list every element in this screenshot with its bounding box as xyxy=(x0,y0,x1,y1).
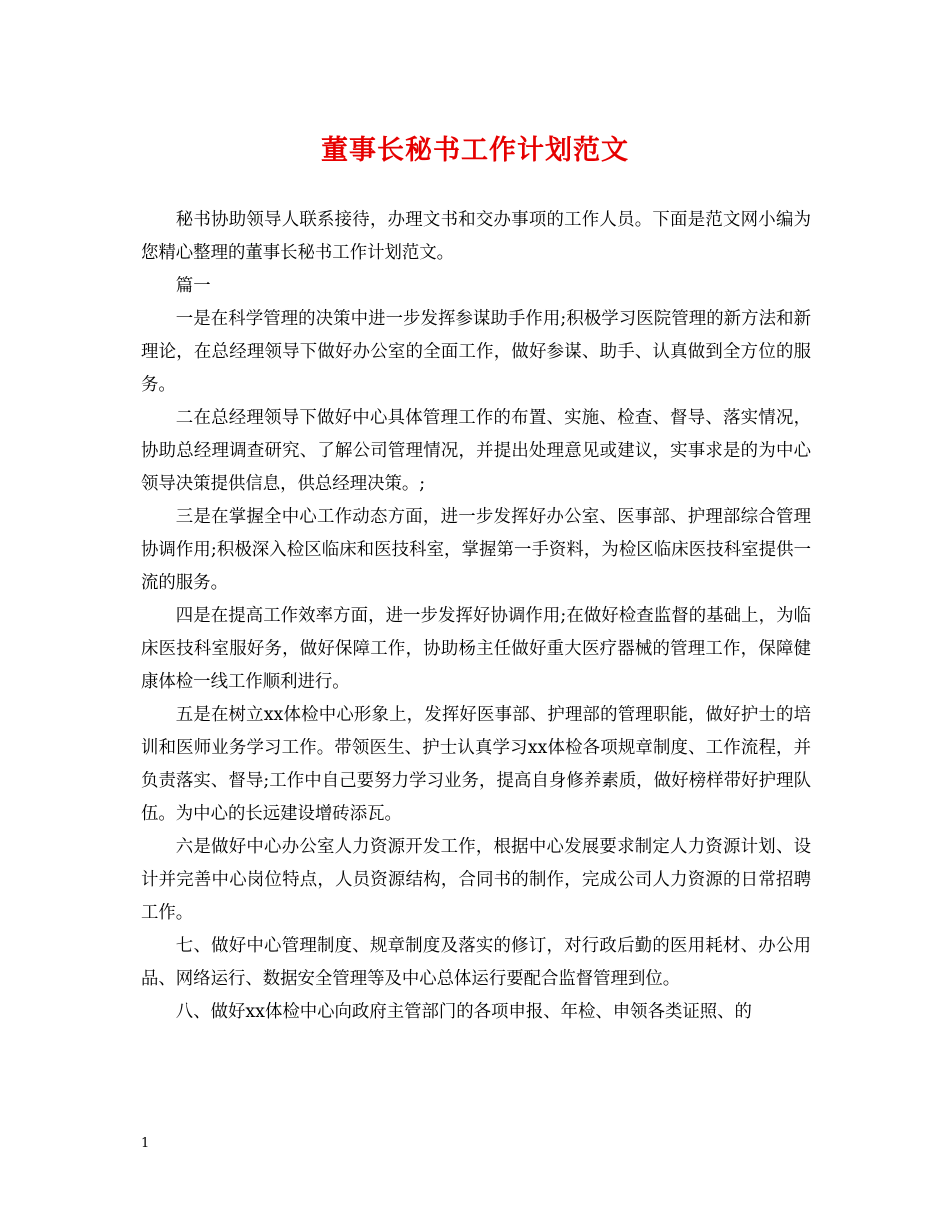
page-number: 1 xyxy=(141,1136,150,1151)
paragraph-item-1: 一是在科学管理的决策中进一步发挥参谋助手作用;积极学习医院管理的新方法和新理论，在总经理领导下做好办公室的全面工作，做好参谋、助手、认真做到全方位的服务。 xyxy=(141,309,811,395)
paragraph-item-2: 二在总经理领导下做好中心具体管理工作的布置、实施、检查、督导、落实情况，协助总经理调查研究、了解公司管理情况，并提出处理意见或建议，实事求是的为中心领导决策提供信息，供总经理决策。; xyxy=(141,408,811,494)
paragraph-intro: 秘书协助领导人联系接待，办理文书和交办事项的工作人员。下面是范文网小编为您精心整理的董事长秘书工作计划范文。 xyxy=(141,210,811,263)
paragraph-section-heading: 篇一 xyxy=(175,276,211,296)
paragraph-item-6: 六是做好中心办公室人力资源开发工作，根据中心发展要求制定人力资源计划、设计并完善中心岗位特点，人员资源结构，合同书的制作，完成公司人力资源的日常招聘工作。 xyxy=(141,837,811,923)
paragraph-item-5: 五是在树立xx体检中心形象上，发挥好医事部、护理部的管理职能，做好护士的培训和医师业务学习工作。带领医生、护士认真学习xx体检各项规章制度、工作流程，并负责落实、督导;工作中自己要努力学习业务，提高自身修养素质，做好榜样带好护理队伍。为中心的长远建设增砖添瓦。 xyxy=(141,705,811,824)
document-title: 董事长秘书工作计划范文 xyxy=(321,135,629,166)
paragraph-item-3: 三是在掌握全中心工作动态方面，进一步发挥好办公室、医事部、护理部综合管理协调作用;积极深入检区临床和医技科室，掌握第一手资料，为检区临床医技科室提供一流的服务。 xyxy=(141,507,811,593)
paragraph-item-8: 八、做好xx体检中心向政府主管部门的各项申报、年检、申领各类证照、的 xyxy=(175,1002,752,1022)
document-body xyxy=(141,204,811,1029)
paragraph-item-7: 七、做好中心管理制度、规章制度及落实的修订，对行政后勤的医用耗材、办公用品、网络运行、数据安全管理等及中心总体运行要配合监督管理到位。 xyxy=(141,936,811,989)
paragraph-item-4: 四是在提高工作效率方面，进一步发挥好协调作用;在做好检查监督的基础上，为临床医技科室服好务，做好保障工作，协助杨主任做好重大医疗器械的管理工作，保障健康体检一线工作顺利进行。 xyxy=(141,606,811,692)
